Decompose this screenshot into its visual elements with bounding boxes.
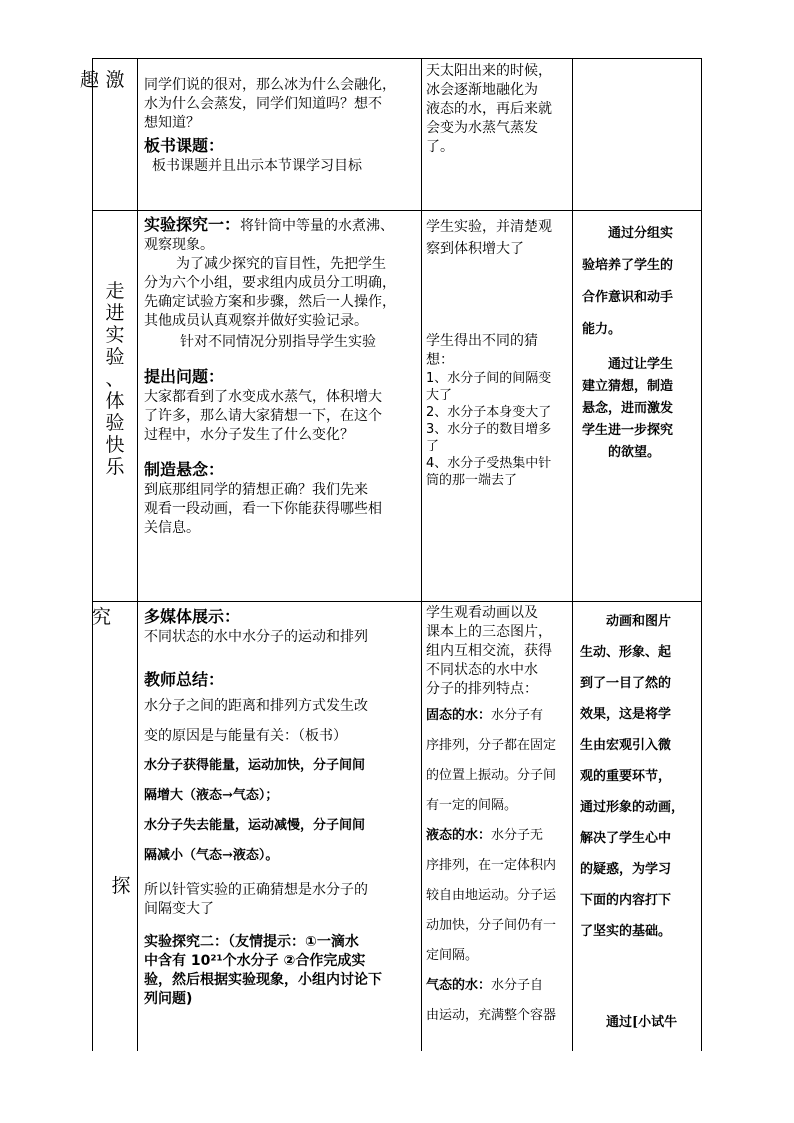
heading-teacher-summary: 教师总结： [144, 670, 225, 689]
table-border-right [701, 58, 702, 1051]
table-divider-3 [572, 58, 573, 1051]
row1-label: 激 [105, 69, 125, 91]
row2-teacher: 实验探究一：将针筒中等量的水煮沸、 观察现象。 为了减少探究的盲目性，先把学生 分为六个小组，要求组内成员分工明确， 先确定试验方案和步骤，然后一人操作， 其他成员认真观察并做好实验记录。 针对不同情况分别指导学生实验 提出问题： 大家都看到了水变成水蒸气，体积增大 了许多，那么请大家猜想一下，在这个 过程中，水分子发生了什么变化？ 制造悬念： 到底那组同学的猜想正确？我们先来 观看一段动画，看一下你能获得哪些相 关信息。 [144, 215, 396, 536]
row1-partial-label: 趣 [80, 69, 100, 91]
row2-intent: 通过分组实 验培养了学生的 合作意识和动手 能力。 通过让学生 建立猜想，制造 悬念，进而激发 学生进一步探究 的欲望。 [582, 226, 674, 460]
table-divider-2 [421, 58, 422, 1051]
row1-teacher: 同学们说的很对，那么冰为什么会融化， 水为什么会蒸发，同学们知道吗？想不 想知道？ 板书课题： 板书课题并且出示本节课学习目标 [144, 77, 396, 174]
table-border-left [92, 58, 93, 1051]
heading-experiment-1: 实验探究一： [144, 215, 241, 234]
row-divider-2 [92, 601, 702, 602]
row3-partial-label: 究 [92, 606, 112, 628]
row3-student: 学生观看动画以及 课本上的三态图片， 组内互相交流，获得 不同状态的水中水 分子的排列特点： 固态的水：水分子有 序排列，分子都在固定 的位置上振动。分子间 有一定的间隔。 液态的水：水分子无 序排列，在一定体积内 较自由地运动。分子运 动加快，分子间仍有一 定间隔。 气态的水：水分子自 由运动，充满整个容器 [426, 605, 557, 1023]
heading-suspense: 制造悬念： [144, 460, 225, 479]
row3-teacher: 多媒体展示： 不同状态的水中水分子的运动和排列 教师总结： 水分子之间的距离和排列方式发生改 变的原因是与能量有关：（板书） 水分子获得能量，运动加快，分子间间 隔增大（液态→气态）； 水分子失去能量，运动减慢，分子间间 隔减小（气态→液态）。 所以针管实验的正确猜想是水分子的 间隔变大了 实验探究二：（友情提示：①一滴水 中含有 10²¹个水分子 ②合作完成实 验，然后根据实验现象，小组内讨论下 列问题) [144, 607, 382, 1007]
row3-label: 探 [111, 875, 131, 897]
row2-label: 走 进 实 验 、 体 验 快 乐 [105, 280, 125, 478]
row1-student: 天太阳出来的时候， 冰会逐渐地融化为 液态的水，再后来就 会变为水蒸气蒸发 了。 [426, 63, 552, 155]
row-divider-1 [92, 210, 702, 211]
row2-student: 学生实验，并清楚观 察到体积增大了 学生得出不同的猜 想： 1、水分子间的间隔变 大了 2、水分子本身变大了 3、水分子的数目增多 了 4、水分子受热集中针 筒的那一端去了 [426, 219, 552, 488]
heading-question: 提出问题： [144, 367, 225, 386]
row3-intent: 动画和图片 生动、形象、起 到了一目了然的 效果，这是将学 生由宏观引入微 观的重要环节， 通过形象的动画， 解决了学生心中 的疑惑，为学习 下面的内容打下 了坚实的基础。 通过[小试牛 [580, 614, 685, 1030]
heading-board-title: 板书课题： [144, 136, 225, 155]
table-border-top [92, 58, 702, 59]
heading-multimedia: 多媒体展示： [144, 607, 241, 626]
table-divider-1 [137, 58, 138, 1051]
